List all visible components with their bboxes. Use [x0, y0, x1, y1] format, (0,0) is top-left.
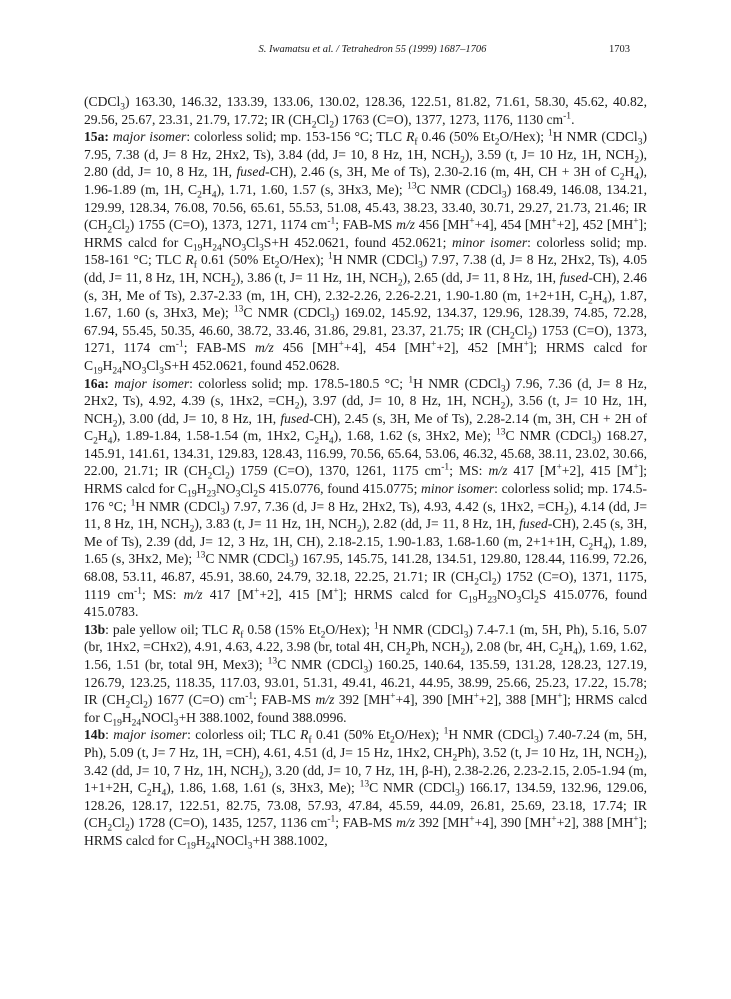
text-run: C NMR (CDCl	[243, 305, 330, 321]
text-run: NO	[215, 481, 236, 497]
text-run: 2	[314, 437, 320, 447]
text-run: ), 1.96-1.89 (m, 1H, C	[84, 164, 647, 197]
text-run: 3	[247, 841, 253, 852]
text-run: ) 1763 (C=O), 1377, 1273, 1176, 1130 cm	[334, 111, 564, 127]
text-run: 2	[405, 648, 411, 659]
text-run: m/z	[396, 815, 415, 831]
paragraph-15a	[84, 128, 648, 377]
text-run: H	[196, 481, 207, 497]
text-run: +4], 390 [MH	[395, 692, 474, 708]
text-run: ) 1752 (C=O), 1371, 1175, 1119 cm	[84, 569, 647, 602]
text-run: H	[97, 428, 108, 444]
text-run: 3	[259, 243, 264, 254]
text-run: C NMR (CDCl	[505, 428, 592, 444]
text-run: Ph, NCH	[410, 639, 461, 655]
text-run: 2	[112, 419, 118, 430]
text-run: 2	[143, 700, 148, 711]
text-run: 3	[235, 489, 241, 500]
text-run: 1	[130, 498, 136, 509]
text-run: ) 167.95, 145.75, 141.28, 134.51, 129.80, 128.44, 116.99, 72.26, 68.08, 53.11, 46.87, 45.91, 38.60, 24.79, 32.18, 22.25, 21.71; IR (CH	[84, 551, 648, 585]
text-run: major isomer	[112, 129, 187, 145]
text-run: +2], 415 [M	[561, 463, 634, 479]
text-run: 4	[107, 437, 113, 447]
text-run: +	[333, 586, 339, 597]
text-run: Cl	[246, 234, 260, 250]
text-run: ) 169.02, 145.92, 134.37, 129.96, 128.39, 74.85, 72.28, 67.94, 55.45, 50.35, 46.60, 38.72, 33.46, 31.86, 29.81, 23.37, 21.75; IR (CH	[84, 305, 647, 338]
text-run: 14b	[84, 727, 106, 743]
text-run: 2	[452, 753, 458, 764]
text-run: 4	[161, 788, 167, 799]
text-run: O/Hex);	[499, 129, 548, 145]
text-run: +	[556, 462, 562, 473]
text-run: fused	[519, 516, 548, 532]
text-run: 2	[125, 225, 130, 236]
text-run: Cl	[521, 586, 535, 602]
text-run: 3	[363, 665, 369, 676]
text-run: : colorless solid; mp. 158-161 °C; TLC	[84, 234, 647, 268]
text-run: -1	[134, 586, 142, 597]
text-run: 15a:	[84, 129, 109, 145]
text-run: 2	[93, 437, 98, 447]
text-run: 2	[564, 507, 569, 518]
text-run: 3	[120, 102, 126, 113]
text-run: ) 160.25, 140.64, 135.59, 131.28, 128.23, 127.19, 126.79, 123.25, 118.35, 117.03, 93.01, 51.31, 49.41, 46.21, 44.95, 38.99, 25.66, 25.23, 17.22, 15.78; IR (CH	[84, 657, 648, 708]
text-run: R	[231, 621, 241, 637]
text-run: H	[592, 287, 603, 303]
text-run: 3	[500, 384, 506, 395]
text-run: 2	[634, 753, 640, 764]
text-run: ), 3.86 (t, J= 11 Hz, 1H, NCH	[235, 269, 398, 285]
text-run: 2	[588, 542, 594, 553]
text-run: H NMR (CDCl	[552, 129, 638, 145]
text-run: :	[105, 727, 114, 743]
text-run: Cl	[514, 322, 528, 338]
text-run: 2	[510, 331, 515, 342]
text-run: 2	[189, 524, 195, 535]
text-run: Ph), 3.52 (t, J= 10 Hz, 1H, NCH	[457, 744, 635, 760]
text-run: +	[338, 339, 344, 350]
text-run: ) 163.30, 146.32, 133.39, 133.06, 130.02, 128.36, 122.51, 81.82, 71.61, 58.30, 45.62, 40.82, 29.56, 25.67, 23.31, 21.79, 17.72; IR (CH	[84, 94, 647, 127]
text-run: +4], 454 [MH	[474, 217, 552, 233]
text-run: Cl	[146, 357, 160, 373]
text-run: H	[121, 709, 132, 725]
text-run: m/z	[315, 692, 335, 708]
text-run: 4	[573, 648, 578, 659]
text-run: S+H 452.0621, found 452.0621;	[263, 234, 453, 250]
text-run: 3	[637, 137, 643, 148]
text-run: +	[469, 814, 475, 825]
text-run: ), 2.65 (dd, J= 11, 8 Hz, 1H,	[402, 269, 560, 285]
text-run: minor isomer	[452, 234, 528, 250]
text-run: 19	[186, 841, 196, 852]
paragraph-14b	[84, 726, 648, 852]
text-run: Cl	[112, 815, 126, 831]
text-run: 2	[534, 595, 539, 606]
text-run: H	[563, 639, 574, 655]
text-run: C NMR (CDCl	[205, 551, 290, 567]
text-run: 24	[112, 366, 122, 377]
text-run: ; FAB-MS	[335, 815, 397, 831]
text-run: 0.46 (50% Et	[417, 129, 495, 145]
text-run: ; MS:	[449, 463, 489, 479]
text-run: C NMR (CDCl	[277, 657, 364, 672]
text-run: H	[102, 357, 113, 373]
text-run: Cl	[130, 692, 144, 708]
text-run: ), 3.00 (dd, J= 10, 8 Hz, 1H,	[117, 410, 281, 426]
text-run: H NMR (CDCl	[332, 252, 419, 268]
text-run: 13	[195, 550, 206, 561]
text-run: R	[185, 252, 194, 268]
text-run: m/z	[488, 463, 508, 479]
text-run: +	[431, 339, 437, 350]
text-run: NO	[496, 586, 517, 602]
text-run: Cl	[240, 481, 254, 497]
text-run: 2	[320, 630, 326, 641]
text-run: NO	[221, 234, 242, 250]
text-run: -CH), 2.46 (s, 3H, Me of Ts), 2.37-2.33 (m, 1H, CH), 2.32-2.26, 2.26-2.21, 1.90-1.80 (m, 1+2+1H, C	[84, 269, 647, 303]
text-run: fused	[559, 269, 589, 285]
text-run: +4], 454 [MH	[343, 340, 431, 356]
text-run: 4	[602, 542, 608, 553]
paragraph-16a	[84, 375, 647, 621]
text-run: ), 3.20 (dd, J= 10, 7 Hz, 1H, β-H), 2.38-2.26, 2.23-2.15, 2.05-1.94 (m, 1+1+2H, C	[84, 762, 647, 796]
text-run: -CH), 2.46 (s, 3H, Me of Ts), 2.30-2.16 (m, 4H, CH + 3H of C	[265, 164, 620, 180]
text-run: 3	[329, 313, 335, 324]
text-run: ), 1.87, 1.67, 1.60 (s, 3Hx3, Me);	[84, 287, 647, 321]
text-run: 2	[197, 190, 202, 201]
text-run: ]; HRMS calcd for C	[84, 692, 648, 725]
text-run: R	[406, 129, 415, 145]
text-run: ), 1.68, 1.62 (s, 3Hx2, Me);	[333, 428, 497, 444]
text-run: ; MS:	[141, 586, 184, 602]
paragraph-14a-continued	[84, 93, 647, 131]
text-run: S 415.0776, found 415.0783.	[84, 586, 648, 620]
text-run: S+H 452.0621, found 452.0628.	[163, 357, 340, 373]
text-run: f	[240, 630, 244, 641]
text-run: +	[390, 691, 396, 702]
text-run: 19	[93, 366, 103, 377]
text-run: ), 3.59 (t, J= 10 Hz, 1H, NCH	[464, 146, 635, 162]
text-run: m/z	[183, 586, 203, 602]
text-run: +	[469, 216, 475, 227]
text-run: ), 1.86, 1.68, 1.61 (s, 3Hx3, Me);	[166, 780, 360, 796]
text-run: ), 2.08 (br, 4H, C	[465, 639, 559, 655]
text-run: H NMR (CDCl	[378, 621, 464, 637]
text-run: 23	[206, 489, 216, 500]
text-run: 19	[112, 718, 122, 729]
text-run: m/z	[396, 217, 415, 233]
text-run: 19	[192, 243, 203, 254]
text-run: ), 3.97 (dd, J= 10, 8 Hz, 1H, NCH	[299, 393, 501, 409]
text-run: 1	[443, 726, 449, 737]
text-run: 2	[125, 700, 131, 711]
text-run: 2	[619, 173, 625, 184]
text-run: 3	[418, 261, 423, 272]
text-run: 2	[207, 472, 213, 483]
text-run: -1	[245, 691, 254, 702]
text-run: 4	[634, 173, 640, 184]
text-run: 2	[474, 577, 479, 588]
text-run: ]; HRMS calcd for C	[84, 463, 648, 497]
text-run: ; FAB-MS	[335, 217, 397, 233]
text-run: 417 [M	[202, 586, 255, 602]
text-run: 2	[491, 577, 497, 588]
text-run: S 415.0776, found 415.0775;	[257, 481, 422, 497]
text-run: 2	[397, 278, 403, 289]
text-run: -1	[327, 216, 336, 227]
text-run: f	[308, 736, 312, 747]
text-run: +	[551, 216, 557, 227]
text-run: ), 1.71, 1.60, 1.57 (s, 3Hx3, Me);	[216, 181, 408, 197]
text-run: 392 [MH	[414, 815, 470, 831]
text-run: 3	[501, 190, 507, 201]
text-run: +2], 388 [MH	[479, 692, 558, 708]
text-run: 2	[460, 155, 465, 166]
text-run: C NMR (CDCl	[416, 181, 502, 197]
text-run: 3	[159, 366, 164, 377]
text-run: ) 7.97, 7.36 (d, J= 8 Hz, 2Hx2, Ts), 4.93, 4.42 (s, 1Hx2, =CH	[225, 498, 565, 514]
text-run: ) 7.40-7.24 (m, 5H, Ph), 5.09 (t, J= 7 Hz, 1H, =CH), 4.61, 4.51 (d, J= 15 Hz, 1Hx2, CH	[84, 727, 647, 760]
text-run: 3	[591, 437, 597, 447]
text-run: 1	[547, 128, 553, 139]
text-run: 3	[141, 366, 147, 377]
text-run: 2	[587, 296, 593, 307]
text-run: NOCl	[215, 832, 248, 848]
text-run: 16a:	[84, 375, 109, 391]
text-run: H	[195, 832, 206, 848]
text-run: : colorless solid; mp. 153-156 °C; TLC	[186, 129, 407, 145]
text-run: ) 7.96, 7.36 (d, J= 8 Hz, 2Hx2, Ts), 4.92, 4.39 (s, 1Hx2, =CH	[84, 375, 647, 409]
text-run: Cl	[112, 217, 126, 233]
text-run: ) 7.4-7.1 (m, 5H, Ph), 5.16, 5.07 (br, 1Hx2, =CHx2), 4.91, 4.63, 4.22, 3.98 (br, total 4H, CH	[84, 621, 647, 655]
text-run: +2], 388 [MH	[556, 815, 634, 831]
text-run: : colorless solid; mp. 174.5-176 °C;	[84, 481, 647, 514]
text-run: 3	[220, 507, 226, 518]
text-run: 2	[107, 824, 113, 835]
text-run: 456 [MH	[414, 217, 470, 233]
text-run: 3	[289, 560, 294, 571]
text-run: 24	[212, 243, 222, 254]
text-run: H	[201, 181, 212, 197]
text-run: 2	[311, 120, 317, 131]
text-run: ), 1.69, 1.62, 1.56, 1.51 (br, total 9H, Mex3);	[84, 639, 647, 672]
text-run: +	[633, 814, 639, 825]
text-run: 1	[373, 621, 379, 632]
text-run: +2], 415 [M	[259, 586, 334, 602]
text-run: +H 388.1002, found 388.0996.	[178, 709, 347, 725]
text-run: .	[571, 111, 575, 127]
text-run: O/Hex);	[325, 621, 374, 637]
text-run: 2	[146, 788, 152, 799]
text-run: H NMR (CDCl	[448, 727, 535, 743]
text-run: +H 388.1002,	[252, 832, 328, 848]
text-run: 392 [MH	[334, 692, 391, 708]
text-run: 3	[455, 788, 460, 799]
text-run: 13	[496, 427, 506, 438]
text-run: 24	[205, 841, 216, 852]
text-run: O/Hex);	[394, 727, 444, 743]
text-run: C NMR (CDCl	[369, 780, 456, 796]
text-run: 13b	[84, 621, 106, 637]
text-run: 0.61 (50% Et	[196, 252, 275, 268]
text-run: 1	[408, 374, 414, 385]
text-run: ; FAB-MS	[183, 340, 255, 356]
text-run: fused	[280, 410, 310, 426]
text-run: 3	[534, 736, 539, 747]
text-run: 2	[634, 155, 640, 166]
paragraph-13b	[84, 621, 647, 727]
text-run: H	[202, 234, 213, 250]
text-run: 3	[463, 630, 469, 641]
text-run: +	[557, 691, 563, 702]
text-run: 2	[527, 331, 533, 342]
text-run: 2	[500, 401, 506, 412]
text-run: ]; HRMS calcd for C	[84, 340, 647, 373]
text-run: ) 1728 (C=O), 1435, 1257, 1136 cm	[129, 815, 328, 831]
text-run: 3	[173, 718, 179, 729]
text-run: 13	[267, 656, 278, 667]
body-text	[84, 93, 647, 850]
text-run: 23	[487, 595, 497, 606]
text-run: 4	[602, 296, 608, 307]
text-run: NOCl	[141, 709, 174, 725]
text-run: -CH), 2.45 (s, 3H, Me of Ts), 2.28-2.14 (m, 3H, CH + 2H of C	[84, 410, 647, 444]
text-run: ), 2.80 (dd, J= 10, 8 Hz, 1H,	[84, 146, 648, 180]
text-run: H	[593, 533, 603, 549]
text-run: H NMR (CDCl	[413, 375, 501, 391]
text-run: +	[633, 462, 639, 473]
text-run: 4	[328, 437, 334, 447]
text-run: 1	[328, 251, 333, 262]
text-run: 2	[230, 278, 236, 289]
text-run: 417 [M	[507, 463, 557, 479]
text-run: +2], 452 [MH	[556, 217, 634, 233]
text-run: Cl	[479, 569, 492, 585]
text-run: 2	[225, 472, 230, 483]
text-run: +4], 390 [MH	[474, 815, 552, 831]
text-run: ; FAB-MS	[253, 692, 316, 708]
text-run: ), 2.82 (dd, J= 11, 8 Hz, 1H,	[361, 516, 520, 532]
text-run: -CH), 2.45 (s, 3H, Me of Ts), 2.39 (dd, J= 12, 3 Hz, 1H, CH), 2.18-2.15, 1.90-1.83, 1.68-1.60 (m, 2+1+1H, C	[84, 516, 647, 549]
text-run: ), 3.56 (t, J= 10 Hz, 1H, NCH	[84, 393, 648, 426]
text-run: +2], 452 [MH	[436, 340, 524, 356]
text-run: NO	[121, 357, 142, 373]
text-run: ) 7.95, 7.38 (d, J= 8 Hz, 2Hx2, Ts), 3.84 (dd, J= 10, 8 Hz, 1H, NCH	[84, 129, 647, 162]
text-run: 13	[233, 304, 244, 315]
text-run: 2	[460, 648, 466, 659]
text-run: Cl	[316, 111, 330, 127]
text-run: 2	[329, 120, 335, 131]
text-run: 2	[356, 524, 362, 535]
text-run: H NMR (CDCl	[135, 498, 221, 514]
text-run: R	[300, 727, 309, 743]
text-run: 2	[558, 648, 564, 659]
text-run: f	[414, 137, 418, 148]
text-run: -1	[441, 462, 450, 473]
text-run: : colorless oil; TLC	[187, 727, 301, 743]
text-run: O/Hex);	[279, 252, 329, 268]
text-run: 2	[259, 771, 264, 782]
text-run: : pale yellow oil; TLC	[105, 621, 232, 637]
text-run: ]; HRMS calcd for C	[84, 815, 647, 848]
text-run: 2	[294, 401, 300, 412]
text-run: ), 4.14 (dd, J= 11, 8 Hz, 1H, NCH	[84, 498, 648, 532]
text-run: 4	[211, 190, 217, 201]
text-run: ) 1759 (C=O), 1370, 1261, 1175 cm	[229, 463, 442, 479]
text-run: f	[193, 261, 197, 272]
text-run: +	[523, 339, 529, 350]
text-run: ) 1677 (C=O) cm	[147, 692, 246, 708]
text-run: ), 1.89, 1.65 (s, 3Hx2, Me);	[84, 533, 647, 567]
text-run: ) 1753 (C=O), 1373, 1271, 1174 cm	[84, 322, 647, 356]
text-run: ) 7.97, 7.38 (d, J= 8 Hz, 2Hx2, Ts), 4.05 (dd, J= 11, 8 Hz, 1H, NCH	[84, 252, 647, 285]
text-run: 13	[359, 779, 370, 790]
text-run: 3	[241, 243, 247, 254]
text-run: H	[151, 780, 162, 796]
text-run: +	[633, 216, 639, 227]
text-run: minor isomer	[421, 481, 495, 497]
text-run: -1	[175, 339, 184, 350]
text-run: 2	[253, 489, 258, 500]
text-run: 2	[107, 225, 113, 236]
text-run: 0.41 (50% Et	[311, 727, 390, 743]
page-number: 1703	[609, 44, 630, 55]
text-run: +	[254, 586, 260, 597]
text-run: H	[624, 164, 635, 180]
text-run: -1	[327, 814, 336, 825]
text-run: +	[551, 814, 557, 825]
text-run: ), 1.89-1.84, 1.58-1.54 (m, 1Hx2, C	[112, 428, 315, 444]
text-run: 19	[187, 489, 197, 500]
text-run: H	[477, 586, 488, 602]
text-run: ) 1755 (C=O), 1373, 1271, 1174 cm	[129, 217, 328, 233]
text-run: 2	[389, 736, 395, 747]
text-run: Cl	[212, 463, 226, 479]
text-run: 19	[468, 595, 478, 606]
text-run: 3	[516, 595, 522, 606]
text-run: -1	[563, 111, 572, 122]
text-run: (CDCl	[84, 94, 121, 109]
text-run: 13	[407, 181, 417, 192]
text-run: H	[319, 428, 329, 444]
text-run: fused	[236, 164, 266, 180]
text-run: ), 3.83 (t, J= 11 Hz, 1H, NCH	[194, 516, 357, 532]
text-run: +	[473, 691, 480, 702]
text-run: major isomer	[114, 375, 190, 391]
text-run: 0.58 (15% Et	[243, 621, 321, 637]
text-run: 2	[125, 824, 130, 835]
text-run: ) 168.49, 146.08, 134.21, 129.99, 128.34, 76.08, 70.56, 65.61, 55.53, 51.08, 45.43, 38.23, 33.40, 30.71, 29.27, 21.73, 21.46; IR (CH	[84, 181, 647, 233]
text-run: 456 [MH	[273, 340, 339, 356]
text-run: : colorless solid; mp. 178.5-180.5 °C;	[189, 375, 409, 391]
text-run: ]; HRMS calcd for C	[338, 586, 469, 602]
text-run: 24	[131, 718, 142, 729]
text-run: 2	[274, 261, 280, 272]
text-run: 2	[494, 137, 500, 148]
text-run: ), 3.42 (dd, J= 10, 7 Hz, 1H, NCH	[84, 744, 648, 778]
text-run: m/z	[254, 340, 274, 356]
text-run: ) 166.17, 134.59, 132.96, 129.06, 128.26, 128.17, 122.51, 82.75, 73.08, 57.93, 47.84, 45.59, 44.09, 26.81, 25.69, 23.18, 17.74; IR (CH	[84, 780, 648, 831]
text-run: ) 168.27, 145.91, 141.61, 134.31, 129.83, 128.43, 116.99, 70.56, 65.64, 53.06, 46.32, 45.68, 38.11, 23.02, 30.66, 22.00, 21.71; IR (CH	[84, 428, 647, 479]
running-head: S. Iwamatsu et al. / Tetrahedron 55 (1999) 1687–1706	[258, 44, 487, 55]
text-run: major isomer	[113, 727, 188, 743]
text-run: ]; HRMS calcd for C	[84, 217, 647, 250]
